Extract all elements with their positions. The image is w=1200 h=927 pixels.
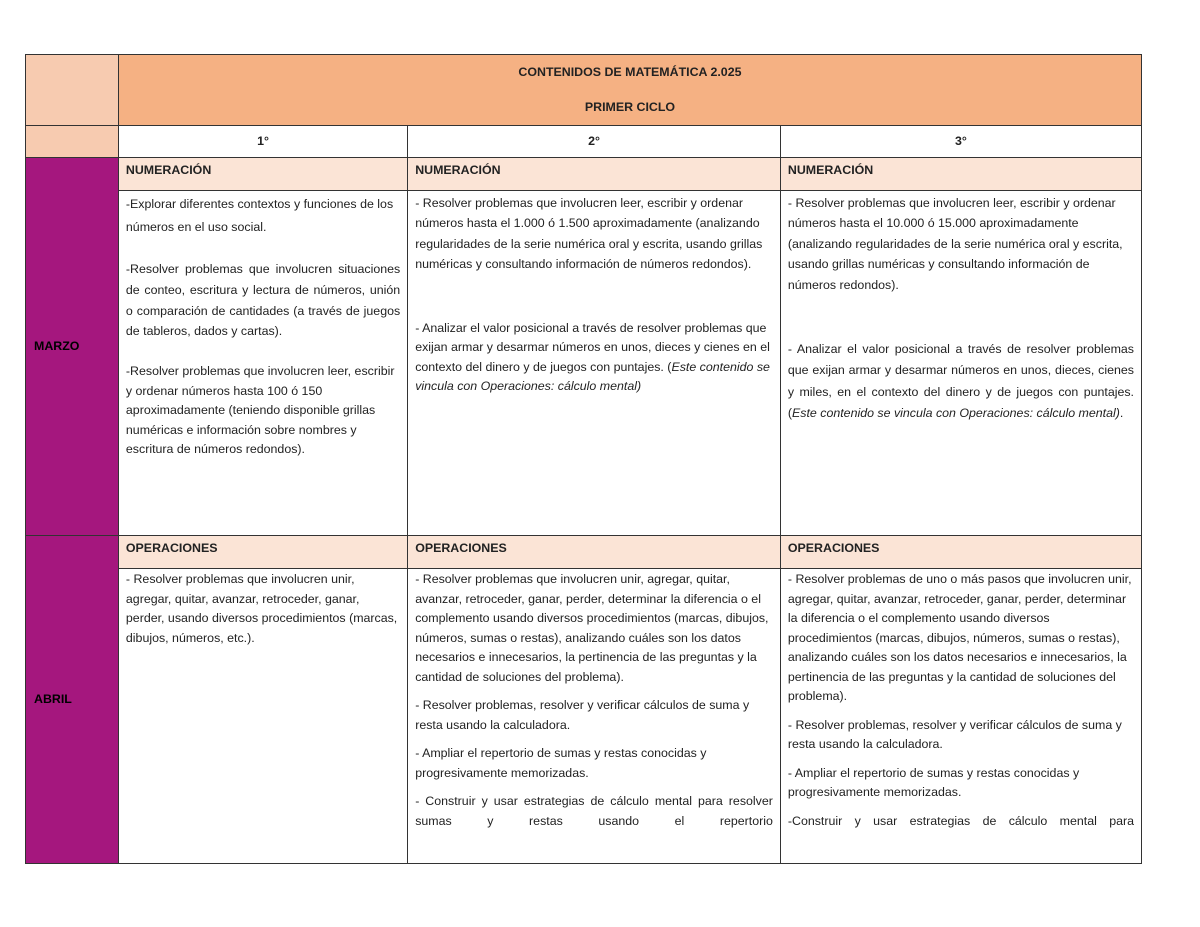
section-header-g3 [780,158,1141,191]
document-subtitle: PRIMER CICLO [584,100,676,114]
section-label: OPERACIONES [125,541,218,555]
grade-1-header: 1° [118,126,407,158]
content-paragraph: -Resolver problemas que involucren leer, escribir y ordenar números hasta 100 ó 150 aproximadamente (teniendo disponible grillas numéricas e información sobre nombres y escritura de números redondos). [125,364,395,457]
section-header-g1 [118,158,407,191]
section-header-g3 [780,536,1141,569]
grade-2-header: 2° [408,126,781,158]
marzo-content-row [26,191,1142,536]
month-label-abril: ABRIL [34,691,72,706]
month-cell-abril [26,536,119,864]
section-label: OPERACIONES [415,541,507,555]
content-paragraph: - Resolver problemas que involucren leer, escribir y ordenar números hasta el 10.000 ó 15.000 aproximadamente (analizando regularidades de la serie numérica oral y escrita, usando grillas numéricas y consultando información de números redondos). [787,196,1123,292]
content-paragraph: - Ampliar el repertorio de sumas y restas conocidas y progresivamente memorizadas. [787,765,1080,799]
content-paragraph [415,792,773,831]
content-paragraph: - Resolver problemas que involucren unir, agregar, quitar, avanzar, retroceder, ganar, perder, usando diversos procedimientos (marcas, dibujos, números, etc.). [125,572,398,645]
content-abril-g3 [780,569,1141,864]
content-paragraph [788,339,1134,425]
month-cell-marzo [26,158,119,536]
content-paragraph: - Resolver problemas que involucren leer, escribir y ordenar números hasta el 1.000 ó 1.500 aproximadamente (analizando regularidades de la serie numérica oral y escrita, usando grillas numéricas y consultando información de números redondos). [415,196,763,272]
section-label: OPERACIONES [787,541,880,555]
content-paragraph [788,812,1134,832]
content-paragraph: - Resolver problemas de uno o más pasos que involucren unir, agregar, quitar, avanzar, retroceder, ganar, perder, determinar la diferencia o el complemento usando diversos procedimientos (marcas, dibujos, números, sumas o restas), analizando cuáles son los datos necesarios e innecesarios, la pertinencia de las preguntas y la cantidad de soluciones del problema). [787,572,1132,703]
content-marzo-g3 [780,191,1141,536]
content-note: Este contenido se vincula con Operaciones: cálculo mental) [415,359,770,394]
grades-row [26,126,1142,158]
content-abril-g1 [118,569,407,864]
content-marzo-g2 [408,191,781,536]
section-label: NUMERACIÓN [787,163,874,177]
contents-table [25,54,1142,864]
content-abril-g2 [408,569,781,864]
header-corner-cell [26,55,119,126]
section-header-g2 [408,536,781,569]
section-label: NUMERACIÓN [415,163,501,177]
header-cell [118,55,1141,126]
content-paragraph: -Explorar diferentes contextos y funciones de los números en el uso social. [125,197,394,234]
content-paragraph [415,319,773,397]
header-row [26,55,1142,126]
content-text: . [1119,406,1124,421]
month-label-marzo: MARZO [34,338,80,353]
section-header-g1 [118,536,407,569]
content-paragraph: - Resolver problemas, resolver y verificar cálculos de suma y resta usando la calculadora. [415,698,750,732]
section-label: NUMERACIÓN [125,163,212,177]
content-paragraph: - Ampliar el repertorio de sumas y restas conocidas y progresivamente memorizadas. [415,746,707,780]
content-note: Este contenido se vincula con Operaciones: cálculo mental) [792,406,1120,421]
content-paragraph: - Resolver problemas, resolver y verificar cálculos de suma y resta usando la calculadora. [787,717,1122,751]
grade-3-header: 3° [780,126,1141,158]
abril-content-row [26,569,1142,864]
content-text: - Analizar el valor posicional a través de resolver problemas que exijan armar y desarmar números en unos, dieces, cienes y miles, en el contexto del dinero y de juegos con puntajes. ( [787,342,1134,421]
document-title: CONTENIDOS DE MATEMÁTICA 2.025 [518,65,742,79]
grades-corner-cell [26,126,119,158]
content-paragraph: -Resolver problemas que involucren situaciones de conteo, escritura y lectura de números, unión o comparación de cantidades (a través de juegos de tableros, dados y cartas). [125,262,401,339]
content-paragraph: - Resolver problemas que involucren unir, agregar, quitar, avanzar, retroceder, ganar, perder, determinar la diferencia o el complemento usando diversos procedimientos (marcas, dibujos, números, sumas o restas), analizando cuáles son los datos necesarios e innecesarios, la pertinencia de las preguntas y la cantidad de soluciones del problema). [415,572,769,684]
content-marzo-g1 [118,191,407,536]
content-text: - Analizar el valor posicional a través de resolver problemas que exijan armar y desarmar números en unos, dieces y cienes en el contexto del dinero y de juegos con puntajes. ( [415,320,770,374]
abril-section-row [26,536,1142,569]
content-text: - Construir y usar estrategias de cálculo mental para resolver sumas y restas usando el repertorio [415,794,773,828]
content-text: -Construir y usar estrategias de cálculo mental para [787,813,1134,828]
marzo-section-row [26,158,1142,191]
section-header-g2 [408,158,781,191]
